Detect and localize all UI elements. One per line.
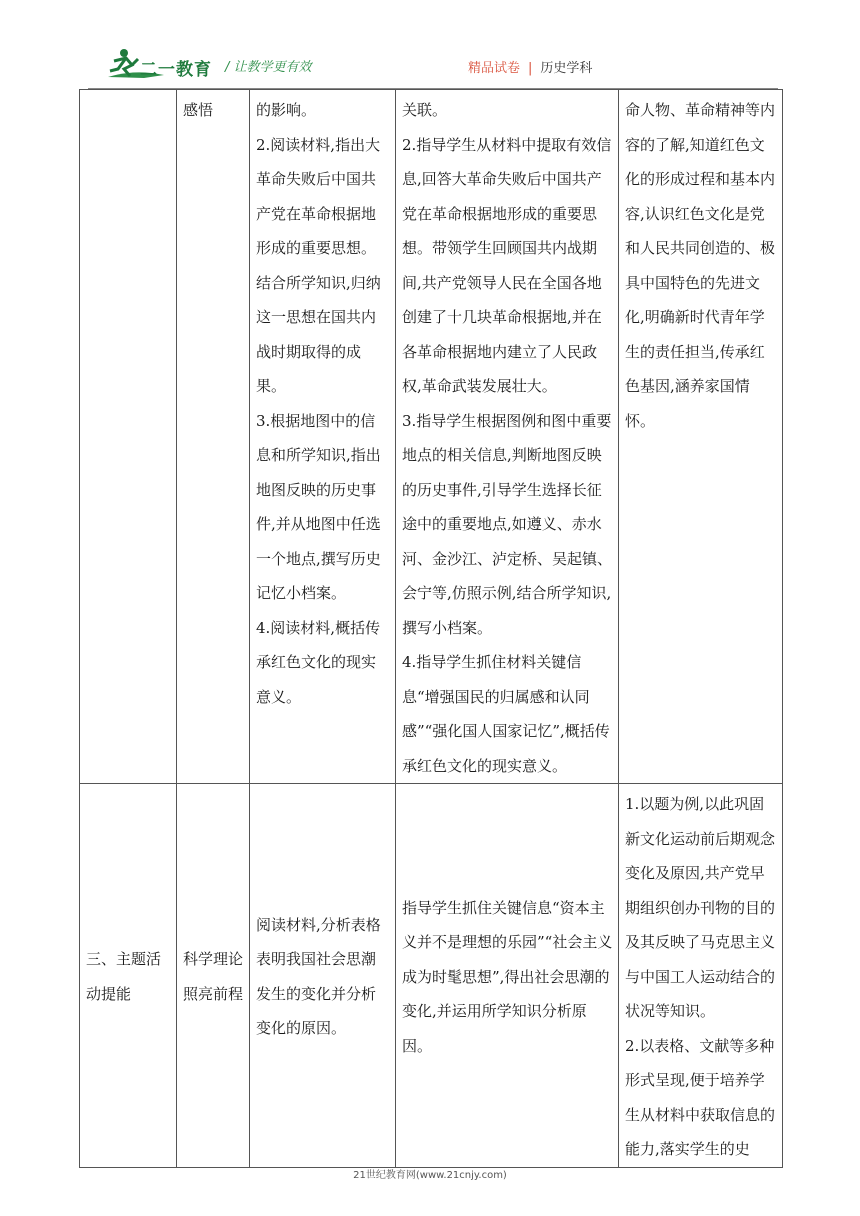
task-item: 4.阅读材料,概括传承红色文化的现实意义。 (256, 618, 381, 706)
header-separator: | (528, 61, 533, 76)
subject-label: 历史学科 (540, 61, 593, 76)
brand-name: 二一教育 (140, 60, 212, 80)
table-cell-tasks: 阅读材料,分析表格表明我国社会思潮发生的变化并分析变化的原因。 (250, 784, 396, 1168)
table-row (80, 90, 783, 784)
table-cell-section: 三、主题活动提能 (80, 784, 177, 1168)
lesson-plan-table (79, 89, 783, 1168)
table-cell-goals (619, 784, 783, 1168)
task-item: 2.阅读材料,指出大革命失败后中国共产党在革命根据地形成的重要思想。结合所学知识,归纳这一思想在国共内战时期取得的成果。 (256, 135, 381, 395)
header-tags (468, 57, 592, 76)
table-cell-tasks (250, 90, 396, 784)
category-label: 精品试卷 (468, 61, 521, 76)
table-cell-section (80, 90, 177, 784)
table-cell-guidance (396, 90, 619, 784)
table-cell-topic: 科学理论照亮前程 (177, 784, 250, 1168)
guidance-item: 2.指导学生从材料中提取有效信息,回答大革命失败后中国共产党在革命根据地形成的重要思想。带领学生回顾国共内战期间,共产党领导人民在全国各地创建了十几块革命根据地,并在各革命根据地内建立了人民政权,革命武装发展壮大。 (402, 135, 612, 395)
table-cell-goals: 命人物、革命精神等内容的了解,知道红色文化的形成过程和基本内容,认识红色文化是党和人民共同创造的、极具中国特色的先进文化,明确新时代青年学生的责任担当,传承红色基因,涵养家国情怀。 (619, 90, 783, 784)
goal-item: 2.以表格、文献等多种形式呈现,便于培养学生从材料中获取信息的能力,落实学生的史 (625, 1036, 776, 1158)
table-row (80, 784, 783, 1168)
page-footer: 21世纪教育网(www.21cnjy.com) (353, 1170, 507, 1181)
task-item: 的影响。 (256, 101, 317, 119)
table-cell-topic: 感悟 (177, 90, 250, 784)
slogan: / 让教学更有效 (225, 60, 312, 75)
page-header (0, 0, 860, 90)
guidance-item: 关联。 (402, 101, 448, 119)
guidance-item: 3.指导学生根据图例和图中重要地点的相关信息,判断地图反映的历史事件,引导学生选择长征途中的重要地点,如遵义、赤水河、金沙江、泸定桥、吴起镇、会宁等,仿照示例,结合所学知识,撰写小档案。 (402, 411, 613, 637)
guidance-item: 4.指导学生抓住材料关键信息“增强国民的归属感和认同感”“强化国人国家记忆”,概括传承红色文化的现实意义。 (402, 653, 610, 775)
task-item: 3.根据地图中的信息和所学知识,指出地图反映的历史事件,并从地图中任选一个地点,撰写历史记忆小档案。 (256, 411, 381, 602)
table-cell-guidance: 指导学生抓住关键信息“资本主义并不是理想的乐园”“社会主义成为时髦思想”,得出社会思潮的变化,并运用所学知识分析原因。 (396, 784, 619, 1168)
goal-item: 1.以题为例,以此巩固新文化运动前后期观念变化及原因,共产党早期组织创办刊物的目的及其反映了马克思主义与中国工人运动结合的状况等知识。 (625, 795, 776, 1020)
